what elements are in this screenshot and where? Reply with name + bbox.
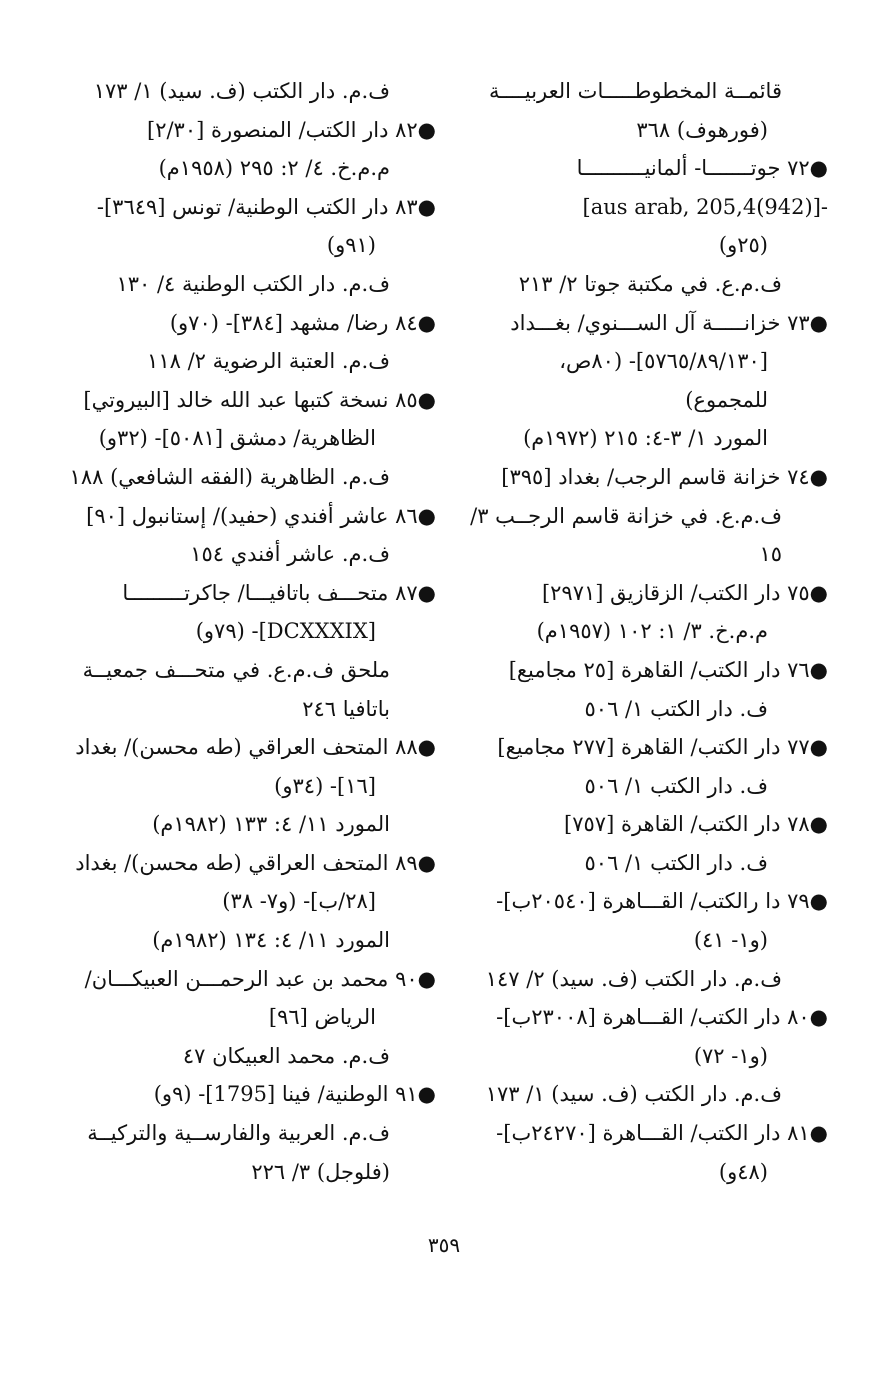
text-line: المورد ١/ ٣-٤: ٢١٥ (١٩٧٢م) (523, 426, 768, 451)
text-line: ●٧٢ جوتـــــــا- ألمانيــــــــــا (576, 156, 828, 181)
text-line: ●٧٤ خزانة قاسم الرجب/ بغداد [٣٩٥] (501, 464, 828, 489)
text-line: (فورهوف) ٣٦٨ (636, 117, 768, 142)
text-line: -[(942)4,aus arab, 205] (582, 194, 828, 219)
text-line: ف. دار الكتب ١/ ٥٠٦ (584, 696, 768, 721)
text-line: ●٨٤ رضا/ مشهد [٣٨٤]- (٧٠و) (169, 310, 436, 335)
text-line: [٢٨/ب]- (و٧- ٣٨) (222, 889, 376, 914)
text-line: ●٨٦ عاشر أفندي (حفيد)/ إستانبول [٩٠] (86, 503, 436, 528)
text-line: م.م.خ. ٣/ ١: ١٠٢ (١٩٥٧م) (536, 619, 768, 644)
text-line: [DCXXXIX]- (٧٩و) (195, 619, 376, 644)
text-line: المورد ١١/ ٤: ١٣٤ (١٩٨٢م) (152, 928, 390, 953)
text-line: الظاهرية/ دمشق [٥٠٨١]- (٣٢و) (98, 426, 376, 451)
text-line: ●٩٠ محمد بن عبد الرحمـــن العبيكـــان/ (84, 966, 436, 991)
text-line: ●٧٦ دار الكتب/ القاهرة [٢٥ مجاميع] (508, 657, 828, 682)
text-line: (و١- ٧٢) (693, 1043, 768, 1068)
text-line: للمجموع) (685, 387, 768, 412)
text-line: ف.م. الظاهرية (الفقه الشافعي) ١٨٨ (69, 464, 390, 489)
text-line: [٥٧٦٥/٨٩/١٣٠]- (٨٠ص، (559, 349, 768, 374)
text-line: (و١- ٤١) (693, 928, 768, 953)
text-line: قائمــة المخطوطـــــات العربيــــة (489, 79, 782, 103)
text-line: ●٨٣ دار الكتب الوطنية/ تونس [٣٦٤٩]- (96, 194, 436, 219)
text-line: م.م.خ. ٤/ ٢: ٢٩٥ (١٩٥٨م) (158, 156, 390, 181)
text-line: ف.م. دار الكتب (ف. سيد) ١/ ١٧٣ (485, 1082, 782, 1107)
text-line: ف.م. محمد العبيكان ٤٧ (182, 1043, 390, 1068)
text-line: ●٨٢ دار الكتب/ المنصورة [٢/٣٠] (146, 117, 436, 142)
text-line: ●٧٩ دا رالكتب/ القـــاهرة [٢٠٥٤٠ب]- (496, 889, 828, 914)
text-line: ف.م.ع. في خزانة قاسم الرجــب ٣/ (470, 503, 782, 528)
text-line: ف.م. دار الكتب الوطنية ٤/ ١٣٠ (116, 271, 390, 296)
text-line: ف.م. العتبة الرضوية ٢/ ١١٨ (147, 349, 390, 374)
text-line: المورد ١١/ ٤: ١٣٣ (١٩٨٢م) (152, 812, 390, 837)
text-line: ملحق ف.م.ع. في متحـــف جمعيــة (82, 657, 390, 682)
text-line: ف.م. دار الكتب (ف. سيد) ١/ ١٧٣ (93, 79, 390, 103)
left-column (69, 72, 436, 1191)
text-line: (٩١و) (326, 233, 376, 258)
text-line: ●٧٣ خزانـــــة آل الســـنوي/ بغـــداد (510, 310, 828, 335)
text-line: (٢٥و) (718, 233, 768, 258)
text-line: ●٨٠ دار الكتب/ القـــاهرة [٢٣٠٠٨ب]- (496, 1005, 828, 1030)
right-column (468, 72, 828, 1191)
page-number: ٣٥٩ (427, 1233, 461, 1257)
text-line: ●٨٩ المتحف العراقي (طه محسن)/ بغداد (75, 850, 436, 875)
text-line: ●٧٥ دار الكتب/ الزقازيق [٢٩٧١] (541, 580, 828, 605)
text-line: [١٦]- (٣٤و) (274, 773, 376, 798)
text-line: ف.م. دار الكتب (ف. سيد) ٢/ ١٤٧ (485, 966, 782, 991)
text-line: ●٧٨ دار الكتب/ القاهرة [٧٥٧] (564, 812, 828, 837)
text-line: ١٥ (759, 542, 782, 567)
text-line: ●٨٧ متحـــف باتافيـــا/ جاكرتـــــــــا (122, 580, 436, 605)
text-line: ●٨١ دار الكتب/ القـــاهرة [٢٤٢٧٠ب]- (496, 1121, 828, 1146)
text-line: (٤٨و) (718, 1159, 768, 1184)
text-line: الرياض [٩٦] (268, 1005, 376, 1030)
text-line: ●٨٨ المتحف العراقي (طه محسن)/ بغداد (75, 735, 436, 760)
text-line: ●٩١ الوطنية/ فينا [1795]- (٩و) (153, 1082, 436, 1107)
text-line: ف. دار الكتب ١/ ٥٠٦ (584, 773, 768, 798)
text-line: ف.م. عاشر أفندي ١٥٤ (190, 542, 390, 567)
text-line: ●٧٧ دار الكتب/ القاهرة [٢٧٧ مجاميع] (497, 735, 828, 760)
text-line: ●٨٥ نسخة كتبها عبد الله خالد [البيروتي] (83, 387, 436, 412)
text-line: ف.م.ع. في مكتبة جوتا ٢/ ٢١٣ (518, 271, 782, 296)
text-line: ف.م. العربية والفارســية والتركيــة (87, 1121, 390, 1146)
text-line: ف. دار الكتب ١/ ٥٠٦ (584, 850, 768, 875)
text-line: (فلوجل) ٣/ ٢٢٦ (251, 1159, 390, 1184)
text-line: باتافيا ٢٤٦ (302, 696, 390, 721)
